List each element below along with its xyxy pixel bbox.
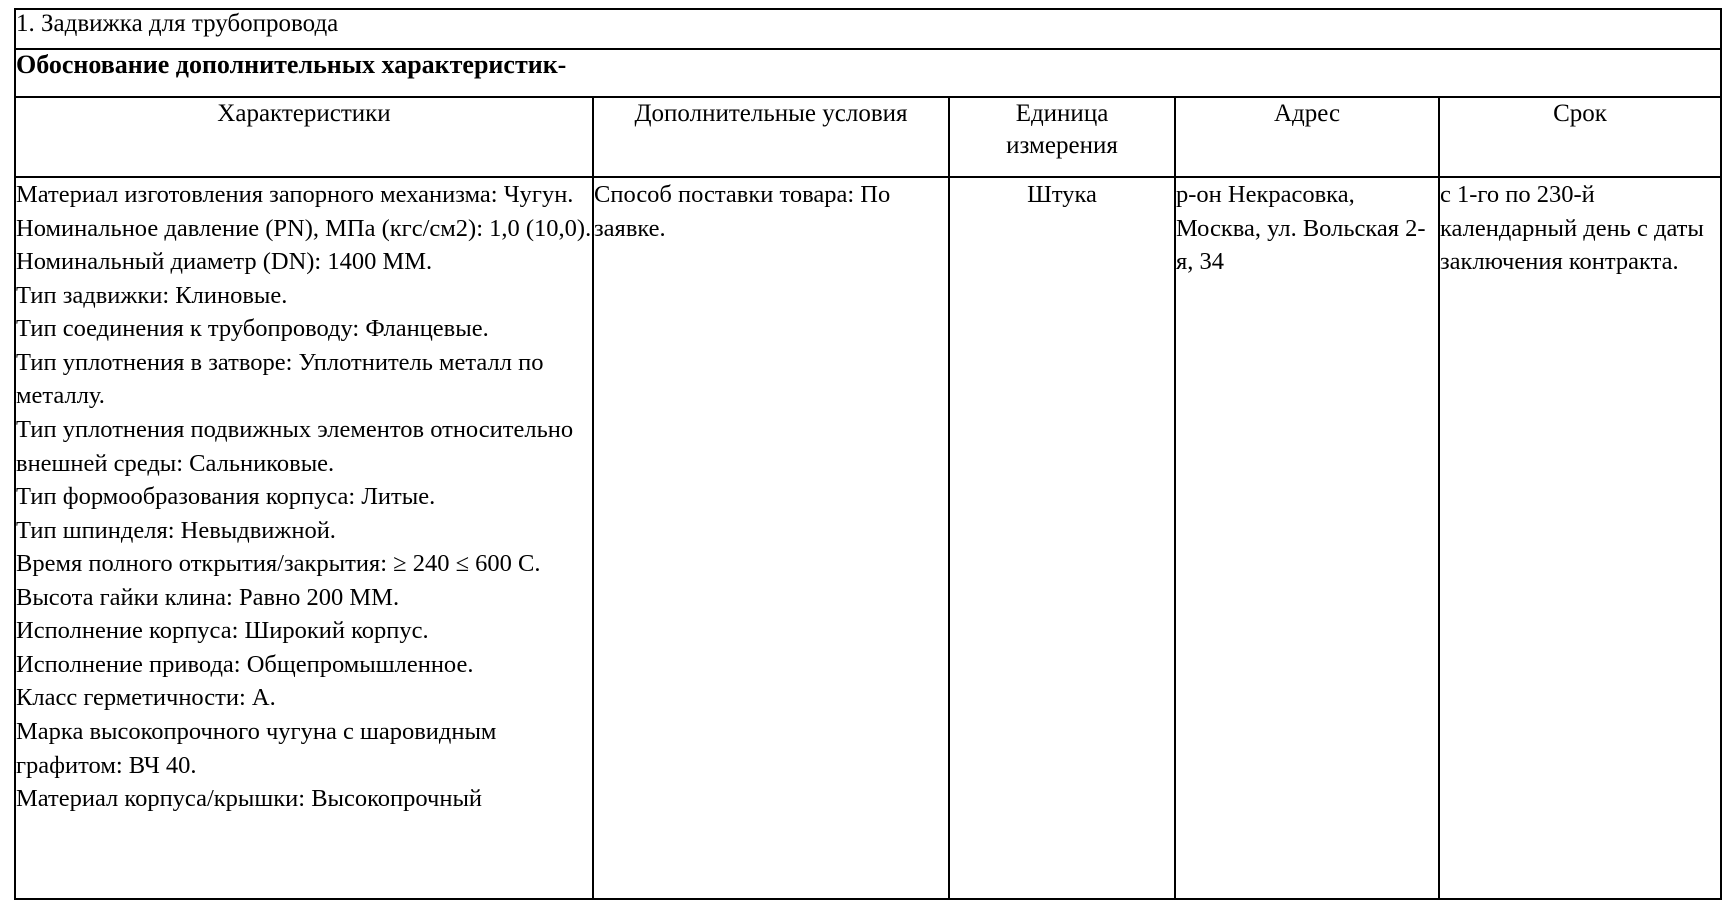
table-header-row xyxy=(15,97,1721,177)
characteristic-item: Тип соединения к трубопроводу: Фланцевые. xyxy=(16,315,489,343)
column-header-unit-line1: Единица xyxy=(1015,100,1109,127)
column-header-unit-line2: измерения xyxy=(1006,132,1118,159)
characteristic-item: Исполнение привода: Общепромышленное. xyxy=(16,650,474,678)
characteristics-list xyxy=(16,178,592,816)
characteristic-item: Тип задвижки: Клиновые. xyxy=(16,281,288,309)
specification-table xyxy=(14,8,1722,900)
characteristic-item: Тип уплотнения подвижных элементов относительно внешней среды: Сальниковые. xyxy=(16,415,574,477)
characteristic-item: Номинальный диаметр (DN): 1400 ММ. xyxy=(16,248,433,276)
cell-term: с 1-го по 230-й календарный день с даты заключения контракта. xyxy=(1439,177,1721,899)
item-title: 1. Задвижка для трубопровода xyxy=(15,9,1721,49)
characteristic-item: Время полного открытия/закрытия: ≥ 240 ≤ 600 С. xyxy=(16,550,541,578)
characteristic-item: Номинальное давление (PN), МПа (кгс/см2): 1,0 (10,0). xyxy=(16,214,592,242)
characteristic-item: Материал корпуса/крышки: Высокопрочный xyxy=(16,785,483,813)
column-header-additional-conditions: Дополнительные условия xyxy=(593,97,949,177)
column-header-address: Адрес xyxy=(1175,97,1439,177)
table-row-justification xyxy=(15,49,1721,97)
characteristic-item: Тип уплотнения в затворе: Уплотнитель металл по металлу. xyxy=(16,348,544,410)
column-header-unit-of-measure xyxy=(949,97,1175,177)
characteristic-item: Марка высокопрочного чугуна с шаровидным графитом: ВЧ 40. xyxy=(16,718,497,779)
characteristic-item: Класс герметичности: А. xyxy=(16,684,276,712)
cell-characteristics xyxy=(15,177,593,899)
characteristic-item: Тип шпинделя: Невыдвижной. xyxy=(16,516,336,544)
column-header-characteristics: Характеристики xyxy=(15,97,593,177)
cell-additional-conditions: Способ поставки товара: По заявке. xyxy=(593,177,949,899)
characteristic-item: Исполнение корпуса: Широкий корпус. xyxy=(16,617,429,645)
characteristic-item: Материал изготовления запорного механизма: Чугун. xyxy=(16,181,574,208)
cell-unit-of-measure: Штука xyxy=(949,177,1175,899)
justification-banner: Обоснование дополнительных характеристик- xyxy=(15,49,1721,97)
table-data-row xyxy=(15,177,1721,899)
characteristic-item: Тип формообразования корпуса: Литые. xyxy=(16,483,436,511)
table-row-item-title xyxy=(15,9,1721,49)
characteristic-item: Высота гайки клина: Равно 200 ММ. xyxy=(16,583,400,611)
cell-address: р-он Некрасовка, Москва, ул. Вольская 2-я, 34 xyxy=(1175,177,1439,899)
column-header-term: Срок xyxy=(1439,97,1721,177)
